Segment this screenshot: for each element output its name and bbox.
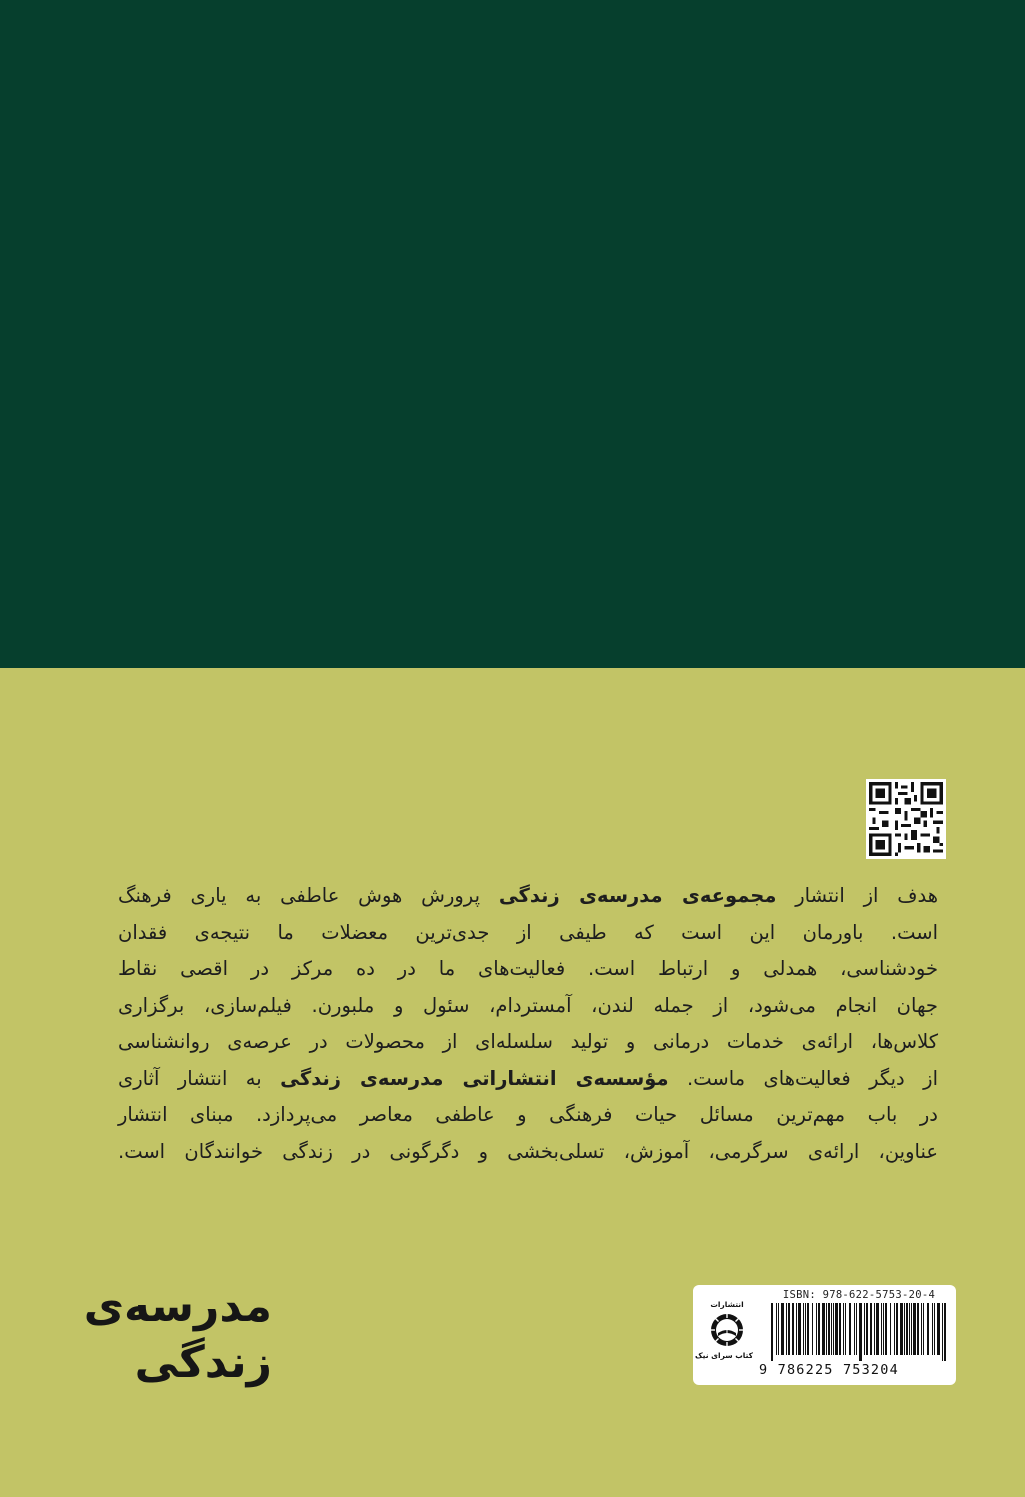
barcode-bar [822,1303,825,1355]
barcode-bar [921,1303,922,1355]
barcode-bar [833,1303,834,1355]
blurb-line [118,1097,938,1134]
logo-line-1: مدرسه‌ی [83,1281,272,1332]
barcode-bar [927,1303,929,1355]
blurb-text: در باب مهم‌ترین مسائل حیات فرهنگی و عاطفی معاصر می‌پردازد. مبنای انتشار [118,1103,938,1126]
barcode-bar [906,1303,908,1355]
barcode-bar [818,1303,820,1355]
blurb-line [118,1024,938,1061]
barcode-bar [937,1303,940,1355]
barcode-bar [835,1303,838,1355]
barcode-bar [807,1303,809,1355]
logo-line-2: زندگی [134,1337,272,1388]
barcode-bar [864,1303,865,1355]
cover-top-panel [0,0,1025,668]
barcode-bar [900,1303,903,1355]
barcode-bar [932,1303,933,1355]
blurb-line [118,951,938,988]
back-cover-blurb [118,878,938,1170]
barcode-bar [854,1303,855,1355]
barcode-bar [776,1303,777,1355]
barcode-bar [828,1303,830,1355]
barcode-bar [826,1303,827,1355]
barcode-bar [870,1303,872,1355]
barcode-bar [792,1303,794,1355]
barcode-bar [859,1303,862,1361]
blurb-text: خودشناسی، همدلی و ارتباط است. فعالیت‌های ما در ده مرکز در اقصی نقاط [118,957,938,980]
blurb-bold-phrase: مؤسسه‌ی انتشاراتی مدرسه‌ی زندگی [280,1066,669,1090]
barcode-bars[interactable] [769,1303,949,1361]
blurb-line [118,1061,938,1098]
blurb-line [118,878,938,915]
blurb-text: است. باورمان این است که طیفی از جدی‌ترین معضلات ما نتیجه‌ی فقدان [118,920,938,944]
barcode-bar [885,1303,887,1355]
blurb-text: کلاس‌ها، ارائه‌ی خدمات درمانی و تولید سلسله‌ای از محصولات در عرصه‌ی روانشناسی [118,1030,938,1053]
blurb-text: هدف از انتشار [776,884,938,907]
blurb-line [118,915,938,952]
barcode-bar [890,1303,891,1355]
blurb-text: پرورش هوش عاطفی به یاری فرهنگ [118,884,499,907]
qr-code-icon[interactable] [866,779,946,859]
barcode-bar [839,1303,841,1355]
blurb-bold-phrase: مجموعه‌ی مدرسه‌ی زندگی [498,884,777,907]
barcode-bar [849,1303,851,1355]
barcode-bar [778,1303,779,1355]
publisher-top-label: انتشارات [710,1300,744,1309]
barcode-bar [856,1303,857,1355]
blurb-text: عناوین، ارائه‌ی سرگرمی، آموزش، تسلی‌بخشی و دگرگونی در زندگی خوانندگان است. [118,1139,938,1163]
barcode-bar [845,1303,846,1355]
school-of-life-logo [83,1281,272,1393]
blurb-text: به انتشار آثاری [118,1066,281,1090]
barcode-bar [881,1303,882,1355]
blurb-text: جهان انجام می‌شود، از جمله لندن، آمستردام، سئول و ملبورن. فیلم‌سازی، برگزاری [118,993,938,1017]
barcode-bar [911,1303,912,1355]
barcode-bar [876,1303,879,1355]
barcode-bar [883,1303,884,1355]
barcode-bar [909,1303,910,1355]
barcode-bar [796,1303,797,1355]
barcode-bar [771,1303,773,1361]
barcode-bar [874,1303,875,1355]
blurb-line [118,1134,938,1171]
barcode-bar [816,1303,817,1355]
publisher-logo [694,1299,753,1371]
isbn-label: ISBN: 978-622-5753-20-4 [782,1289,936,1301]
sun-book-emblem-icon [709,1312,745,1348]
barcode-panel [693,1285,956,1385]
barcode-bar [944,1303,946,1361]
barcode-bar [923,1303,924,1355]
barcode-bar [805,1303,806,1355]
barcode-bar [913,1303,916,1355]
barcode-bar [934,1303,935,1355]
barcode-bar [917,1303,919,1355]
barcode-bar [904,1303,905,1355]
publisher-name: کتاب سرای نیک [694,1351,753,1360]
barcode-bar [781,1303,784,1355]
barcode-bar [896,1303,898,1355]
blurb-line [118,988,938,1025]
barcode-bar [812,1303,813,1355]
barcode-bar [831,1303,832,1355]
barcode-bar [803,1303,804,1355]
barcode-bar [786,1303,787,1355]
barcode-bar [843,1303,844,1355]
ean-digits: 9 786225 753204 [759,1362,899,1378]
barcode-bar [788,1303,790,1355]
blurb-text: از دیگر فعالیت‌های ماست. [668,1066,938,1090]
barcode-bar [866,1303,868,1355]
barcode-bar [798,1303,801,1355]
barcode-bar [942,1303,943,1361]
barcode-bar [894,1303,895,1355]
